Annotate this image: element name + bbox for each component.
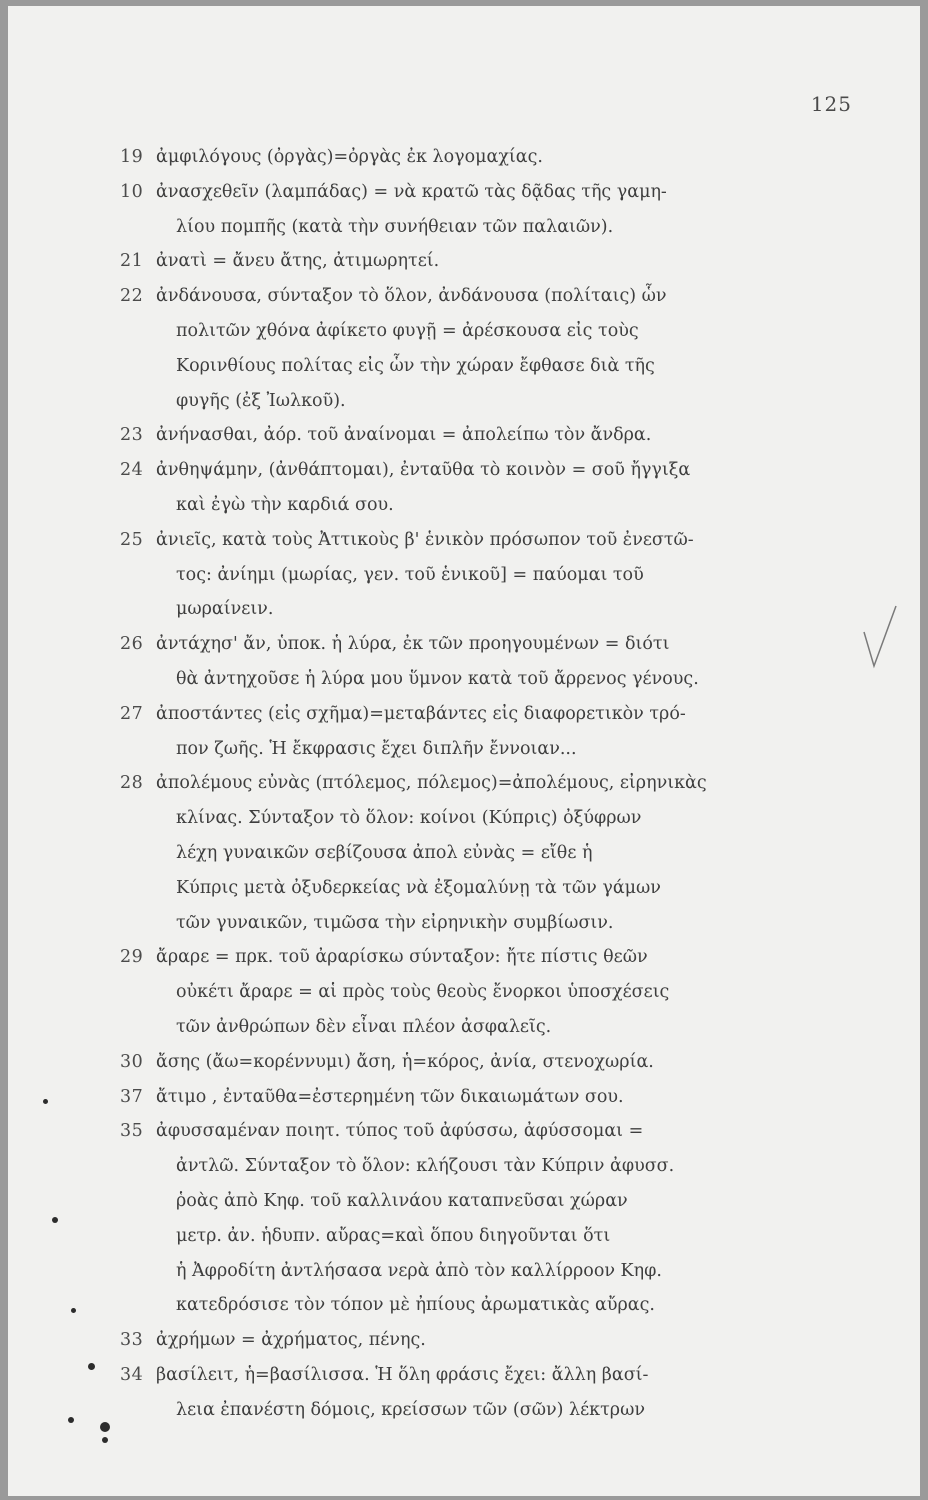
glossary-entry — [120, 140, 855, 175]
entry-text-line: κλίνας. Σύνταξον τὸ ὅλον: κοίνοι (Κύπρις) ὀξύφρων — [176, 808, 642, 829]
entry-line-number: 23 — [120, 425, 144, 446]
glossary-entry — [120, 453, 855, 523]
entry-line-number: 30 — [120, 1051, 144, 1072]
entry-line-number: 29 — [120, 947, 144, 968]
entry-text-line: Κορινθίους πολίτας εἰς ὧν τὴν χώραν ἔφθασε διὰ τῆς — [176, 355, 655, 376]
entry-text-line: ἀνθηψάμην, (ἀνθάπτομαι), ἐνταῦθα τὸ κοινὸν = σοῦ ἤγγιξα — [156, 460, 691, 481]
entry-text-line: ἀπολέμους εὐνὰς (πτόλεμος, πόλεμος)=ἀπολέμους, εἰρηνικὰς — [156, 773, 707, 794]
glossary-entry — [120, 1323, 855, 1358]
entry-line-number: 28 — [120, 773, 144, 794]
entry-text-line: λεια ἐπανέστη δόμοις, κρείσσων τῶν (σῶν) λέκτρων — [176, 1399, 645, 1420]
entry-line-number: 26 — [120, 634, 144, 655]
glossary-entry — [120, 1080, 855, 1115]
entry-text-line: μωραίνειν. — [176, 599, 274, 620]
entry-text-line: ἀνατὶ = ἄνευ ἄτης, ἀτιμωρητεί. — [156, 251, 440, 272]
glossary-entry — [120, 244, 855, 279]
entry-line-number: 33 — [120, 1330, 144, 1351]
binding-hole — [43, 1099, 48, 1104]
entry-text-line: φυγῆς (ἐξ Ἰωλκοῦ). — [176, 390, 346, 411]
entry-text-line: βασίλειτ, ἡ=βασίλισσα. Ἡ ὅλη φράσις ἔχει: ἄλλη βασί- — [156, 1364, 649, 1385]
binding-hole — [88, 1363, 95, 1370]
page-number: 125 — [810, 92, 852, 116]
handwritten-check-mark — [860, 602, 900, 672]
glossary-entry — [120, 279, 855, 418]
entry-text-line: τῶν γυναικῶν, τιμῶσα τὴν εἰρηνικὴν συμβίωσιν. — [176, 912, 614, 933]
entry-line-number: 24 — [120, 460, 144, 481]
entry-text-line: ἀνήνασθαι, ἀόρ. τοῦ ἀναίνομαι = ἀπολείπω τὸν ἄνδρα. — [156, 425, 652, 446]
entry-line-number: 25 — [120, 529, 144, 550]
entry-text-line: ἀνιεῖς, κατὰ τοὺς Ἀττικοὺς β' ἑνικὸν πρόσωπον τοῦ ἐνεστῶ- — [156, 529, 694, 550]
entry-line-number: 27 — [120, 703, 144, 724]
entry-text-line: λίου πομπῆς (κατὰ τὴν συνήθειαν τῶν παλαιῶν). — [176, 216, 614, 237]
entry-text-line: τῶν ἀνθρώπων δὲν εἶναι πλέον ἀσφαλεῖς. — [176, 1016, 552, 1037]
entry-text-line: κατεδρόσισε τὸν τόπον μὲ ἠπίους ἀρωματικὰς αὔρας. — [176, 1295, 655, 1316]
entry-text-line: ἄτιμο , ἐνταῦθα=ἐστερημένη τῶν δικαιωμάτων σου. — [156, 1086, 624, 1107]
binding-hole — [68, 1417, 74, 1423]
entry-text-line: ἀμφιλόγους (ὀργὰς)=ὀργὰς ἐκ λογομαχίας. — [156, 147, 543, 167]
glossary-entry — [120, 418, 855, 453]
glossary-entry — [120, 1045, 855, 1080]
glossary-entry — [120, 697, 855, 767]
entry-line-number: 10 — [120, 181, 144, 202]
glossary-entry — [120, 766, 855, 940]
entry-line-number: 35 — [120, 1121, 144, 1142]
entry-text-line: ῥοὰς ἀπὸ Κηφ. τοῦ καλλινάου καταπνεῦσαι χώραν — [176, 1190, 628, 1211]
glossary-entry — [120, 1358, 855, 1428]
binding-hole — [100, 1422, 110, 1432]
glossary-entry — [120, 940, 855, 1044]
entry-text-line: ἀνδάνουσα, σύνταξον τὸ ὅλον, ἀνδάνουσα (πολίταις) ὧν — [156, 286, 667, 307]
entry-text-line: ἡ Ἀφροδίτη ἀντλήσασα νερὰ ἀπὸ τὸν καλλίρροον Κηφ. — [176, 1260, 662, 1281]
entry-text-line: τος: ἀνίημι (μωρίας, γεν. τοῦ ἑνικοῦ] = παύομαι τοῦ — [176, 564, 644, 585]
glossary-entry — [120, 1114, 855, 1323]
entry-text-line: ἀποστάντες (εἰς σχῆμα)=μεταβάντες εἰς διαφορετικὸν τρό- — [156, 703, 686, 724]
entry-text-line: ἀφυσσαμέναν ποιητ. τύπος τοῦ ἀφύσσω, ἀφύσσομαι = — [156, 1121, 644, 1142]
entry-text-line: Κύπρις μετὰ ὀξυδερκείας νὰ ἐξομαλύνῃ τὰ τῶν γάμων — [176, 877, 661, 898]
glossary-entry — [120, 523, 855, 627]
entry-text-line: λέχη γυναικῶν σεβίζουσα ἀπολ εὐνὰς = εἴθε ἡ — [176, 842, 593, 863]
entry-text-line: ἀχρήμων = ἀχρήματος, πένης. — [156, 1330, 426, 1351]
entry-text-line: ἀντλῶ. Σύνταξον τὸ ὅλον: κλήζουσι τὰν Κύπριν ἀφυσσ. — [176, 1156, 675, 1177]
entry-text-line: πον ζωῆς. Ἡ ἔκφρασις ἔχει διπλῆν ἔννοιαν... — [176, 738, 577, 759]
glossary-entries — [120, 140, 855, 1427]
entry-text-line: ἀντάχησ' ἄν, ὑποκ. ἡ λύρα, ἐκ τῶν προηγουμένων = διότι — [156, 634, 670, 655]
entry-line-number: 34 — [120, 1364, 144, 1385]
glossary-entry — [120, 175, 855, 245]
entry-text-line: καὶ ἐγὼ τὴν καρδιά σου. — [176, 494, 394, 515]
entry-text-line: ἀνασχεθεῖν (λαμπάδας) = νὰ κρατῶ τὰς δᾷδας τῆς γαμη- — [156, 181, 667, 202]
binding-hole — [102, 1437, 108, 1443]
entry-line-number: 21 — [120, 251, 144, 272]
entry-line-number: 19 — [120, 147, 144, 167]
binding-hole — [71, 1308, 76, 1313]
entry-line-number: 22 — [120, 286, 144, 307]
entry-text-line: ἄσης (ἄω=κορέννυμι) ἄση, ἡ=κόρος, ἀνία, στενοχωρία. — [156, 1051, 654, 1072]
entry-text-line: θὰ ἀντηχοῦσε ἡ λύρα μου ὕμνον κατὰ τοῦ ἄρρενος γένους. — [176, 668, 699, 689]
entry-text-line: μετρ. ἀν. ἡδυπν. αὔρας=καὶ ὅπου διηγοῦνται ὅτι — [176, 1225, 611, 1246]
binding-hole — [52, 1217, 58, 1223]
book-page — [8, 6, 920, 1496]
entry-line-number: 37 — [120, 1086, 144, 1107]
entry-text-line: οὐκέτι ἄραρε = αἱ πρὸς τοὺς θεοὺς ἔνορκοι ὑποσχέσεις — [176, 982, 670, 1003]
entry-text-line: πολιτῶν χθόνα ἀφίκετο φυγῇ = ἀρέσκουσα εἰς τοὺς — [176, 320, 639, 341]
glossary-entry — [120, 627, 855, 697]
entry-text-line: ἄραρε = πρκ. τοῦ ἀραρίσκω σύνταξον: ἤτε πίστις θεῶν — [156, 947, 648, 968]
